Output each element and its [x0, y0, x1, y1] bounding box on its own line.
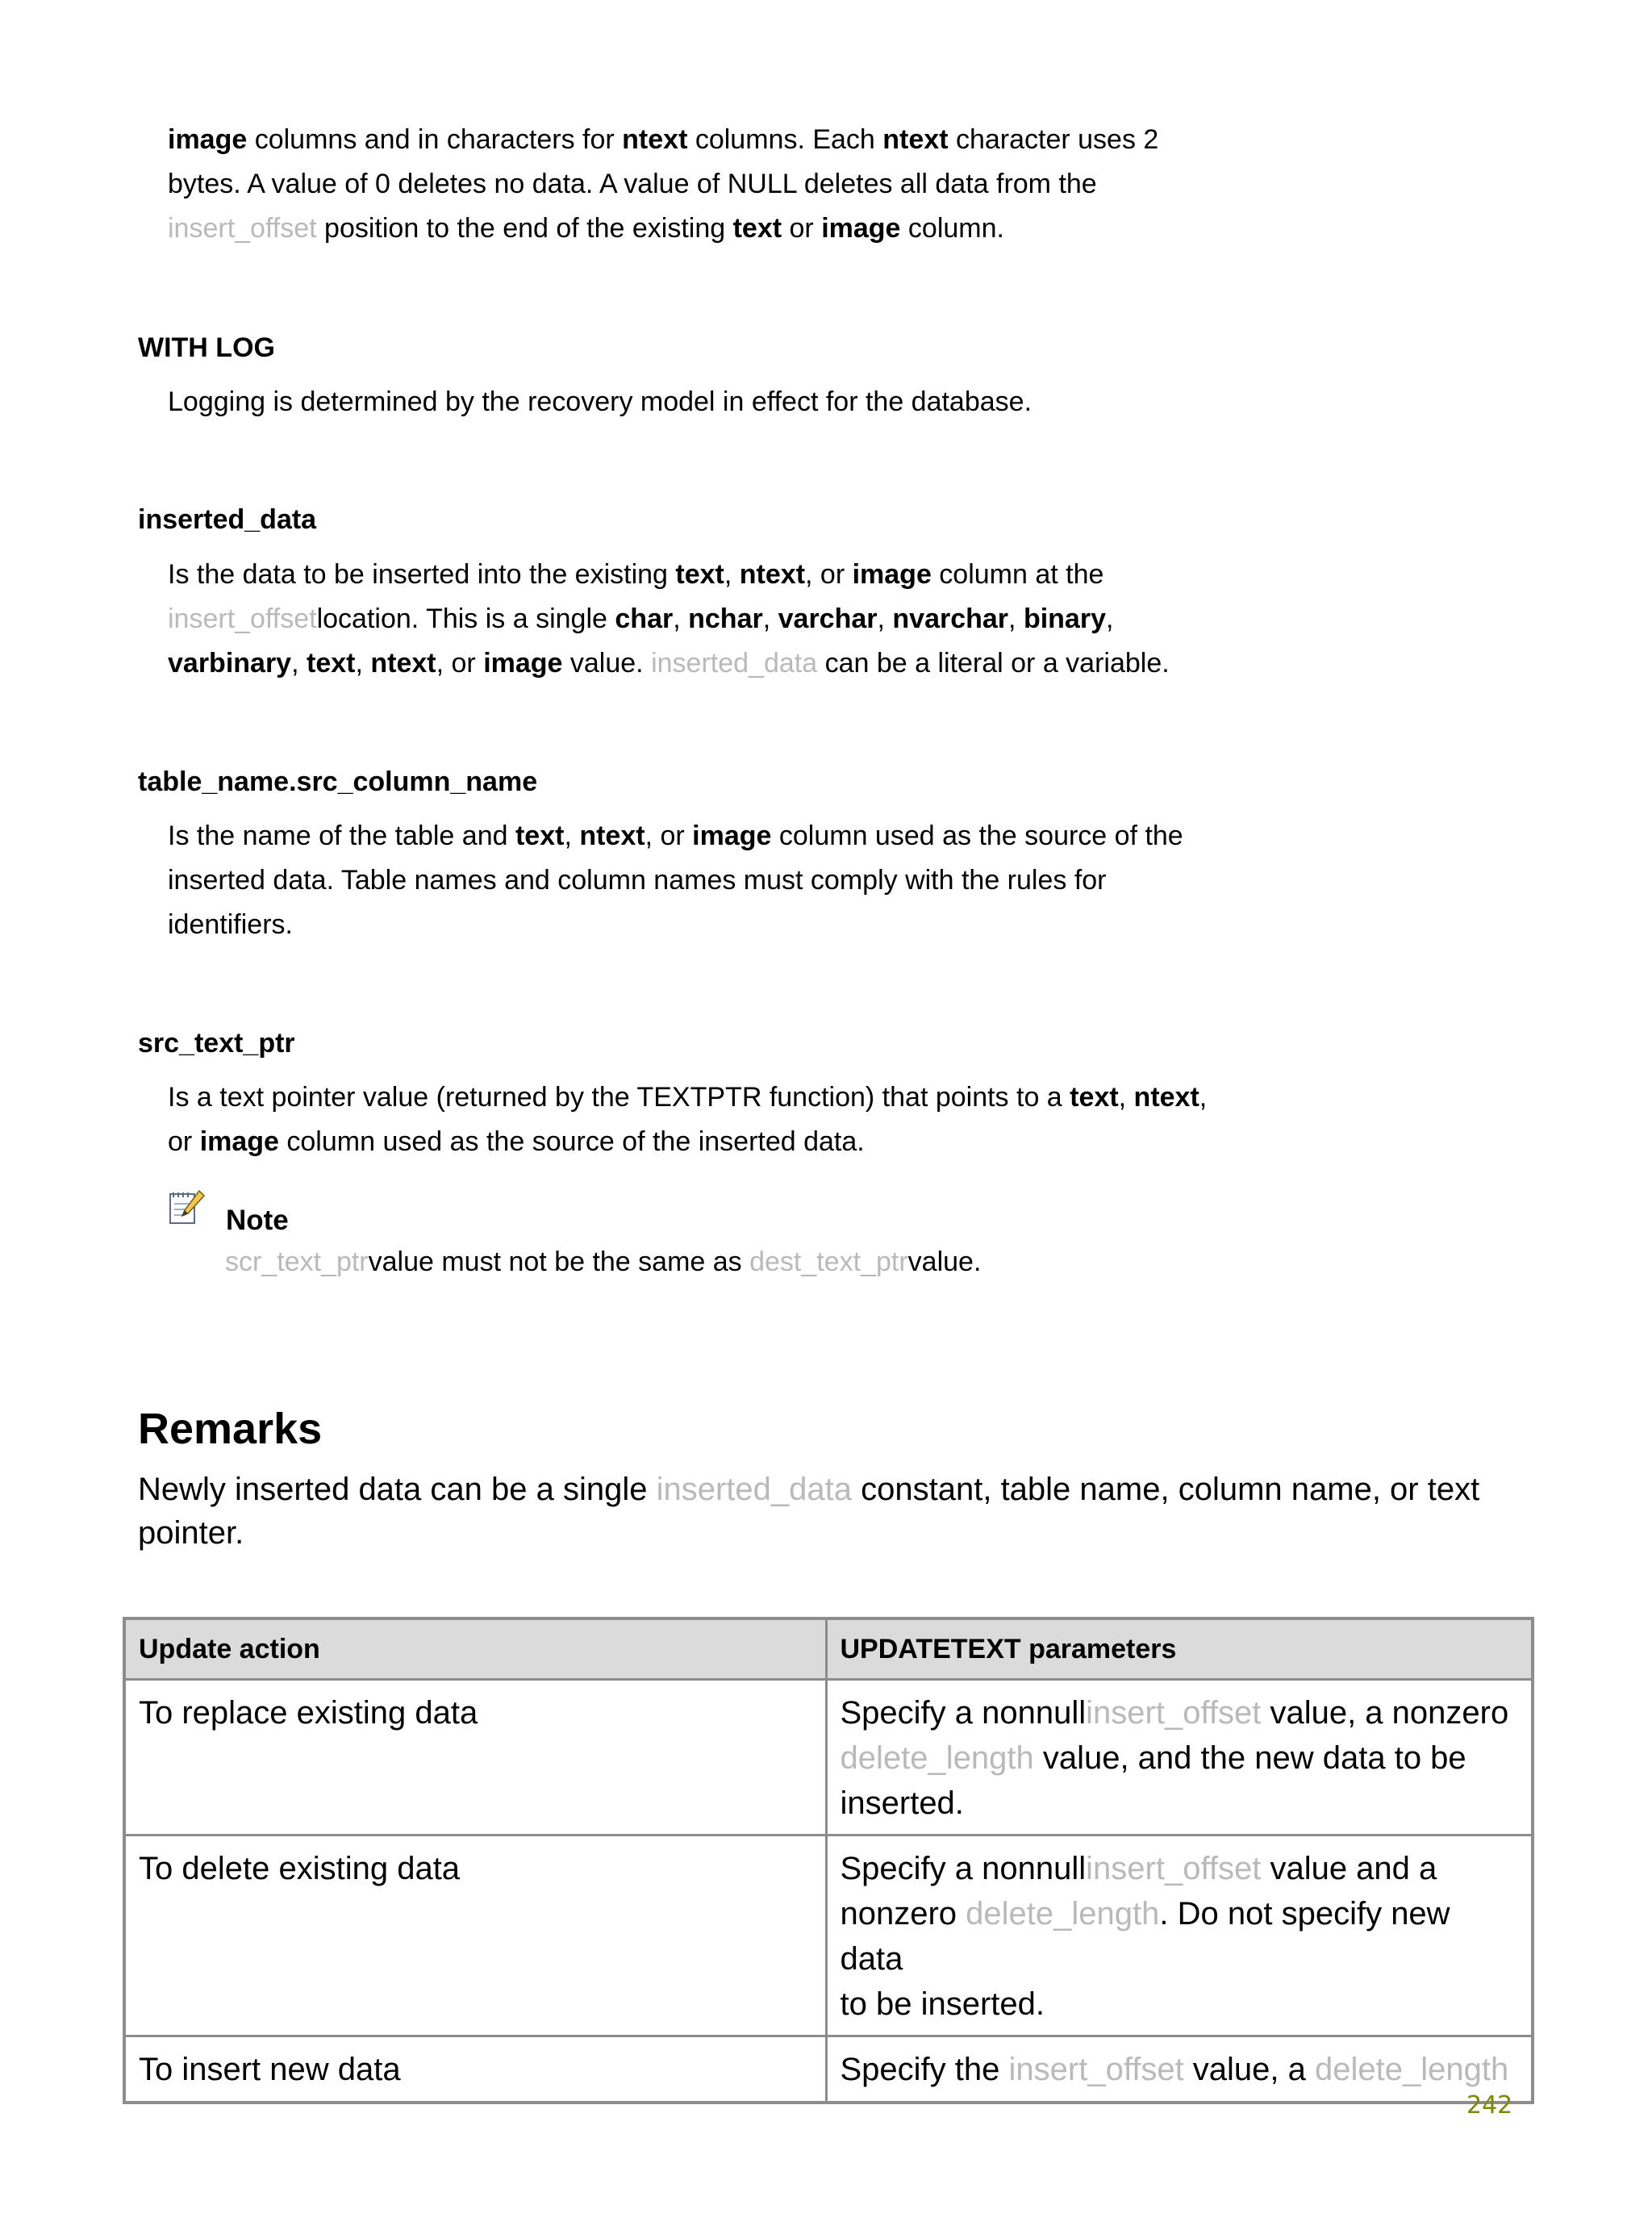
inserted-data-line-3: varbinary, text, ntext, or image value. inserted_data can be a literal or a variable.	[168, 648, 1170, 679]
parameters-cell: Specify a nonnullinsert_offset value, a nonzero delete_length value, and the new data to be inserted.	[826, 1680, 1533, 1836]
src-column-heading: table_name.src_column_name	[138, 766, 538, 797]
src-column-description	[168, 814, 1183, 947]
remarks-paragraph	[138, 1468, 1479, 1555]
remarks-heading: Remarks	[138, 1405, 323, 1453]
remarks-line-1: Newly inserted data can be a single inserted_data constant, table name, column name, or text	[138, 1472, 1480, 1507]
intro-line-2: bytes. A value of 0 deletes no data. A value of NULL deletes all data from the	[168, 169, 1097, 199]
column-header-updatetext-parameters: UPDATETEXT parameters	[826, 1618, 1533, 1680]
inserted-data-description	[168, 553, 1170, 686]
src-text-ptr-heading: src_text_ptr	[138, 1028, 295, 1059]
inserted-data-line-2: insert_offsetlocation. This is a single char, nchar, varchar, nvarchar, binary,	[168, 603, 1114, 634]
with-log-heading: WITH LOG	[138, 332, 275, 363]
action-cell: To replace existing data	[124, 1680, 826, 1836]
src-text-ptr-line-2: or image column used as the source of the inserted data.	[168, 1126, 865, 1157]
table-row	[124, 1836, 1533, 2036]
intro-paragraph	[168, 118, 1158, 251]
src-column-line-1: Is the name of the table and text, ntext, or image column used as the source of the	[168, 821, 1183, 851]
action-cell: To insert new data	[124, 2036, 826, 2103]
src-column-line-3: identifiers.	[168, 909, 293, 940]
intro-line-1: image columns and in characters for ntext columns. Each ntext character uses 2	[168, 124, 1159, 155]
intro-line-3: insert_offset position to the end of the existing text or image column.	[168, 213, 1004, 244]
table-row	[124, 1680, 1533, 1836]
column-header-update-action: Update action	[124, 1618, 826, 1680]
note-title: Note	[226, 1205, 289, 1236]
table-header-row	[124, 1618, 1533, 1680]
inserted-data-heading: inserted_data	[138, 504, 317, 535]
note-pencil-icon	[167, 1188, 206, 1226]
src-text-ptr-line-1: Is a text pointer value (returned by the TEXTPTR function) that points to a text, ntext,	[168, 1082, 1208, 1113]
updatetext-actions-table	[123, 1617, 1534, 2104]
table-row	[124, 2036, 1533, 2103]
parameters-cell: Specify the insert_offset value, a delete_length	[826, 2036, 1533, 2103]
parameters-cell: Specify a nonnullinsert_offset value and a nonzero delete_length. Do not specify new data to be inserted.	[826, 1836, 1533, 2036]
src-text-ptr-description	[168, 1075, 1207, 1164]
page-number: 242	[1466, 2091, 1513, 2120]
src-column-line-2: inserted data. Table names and column names must comply with the rules for	[168, 865, 1107, 896]
note-text: scr_text_ptrvalue must not be the same as dest_text_ptrvalue.	[225, 1247, 982, 1277]
with-log-description: Logging is determined by the recovery model in effect for the database.	[168, 386, 1032, 417]
action-cell: To delete existing data	[124, 1836, 826, 2036]
inserted-data-line-1: Is the data to be inserted into the existing text, ntext, or image column at the	[168, 559, 1104, 590]
remarks-line-2: pointer.	[138, 1515, 244, 1551]
